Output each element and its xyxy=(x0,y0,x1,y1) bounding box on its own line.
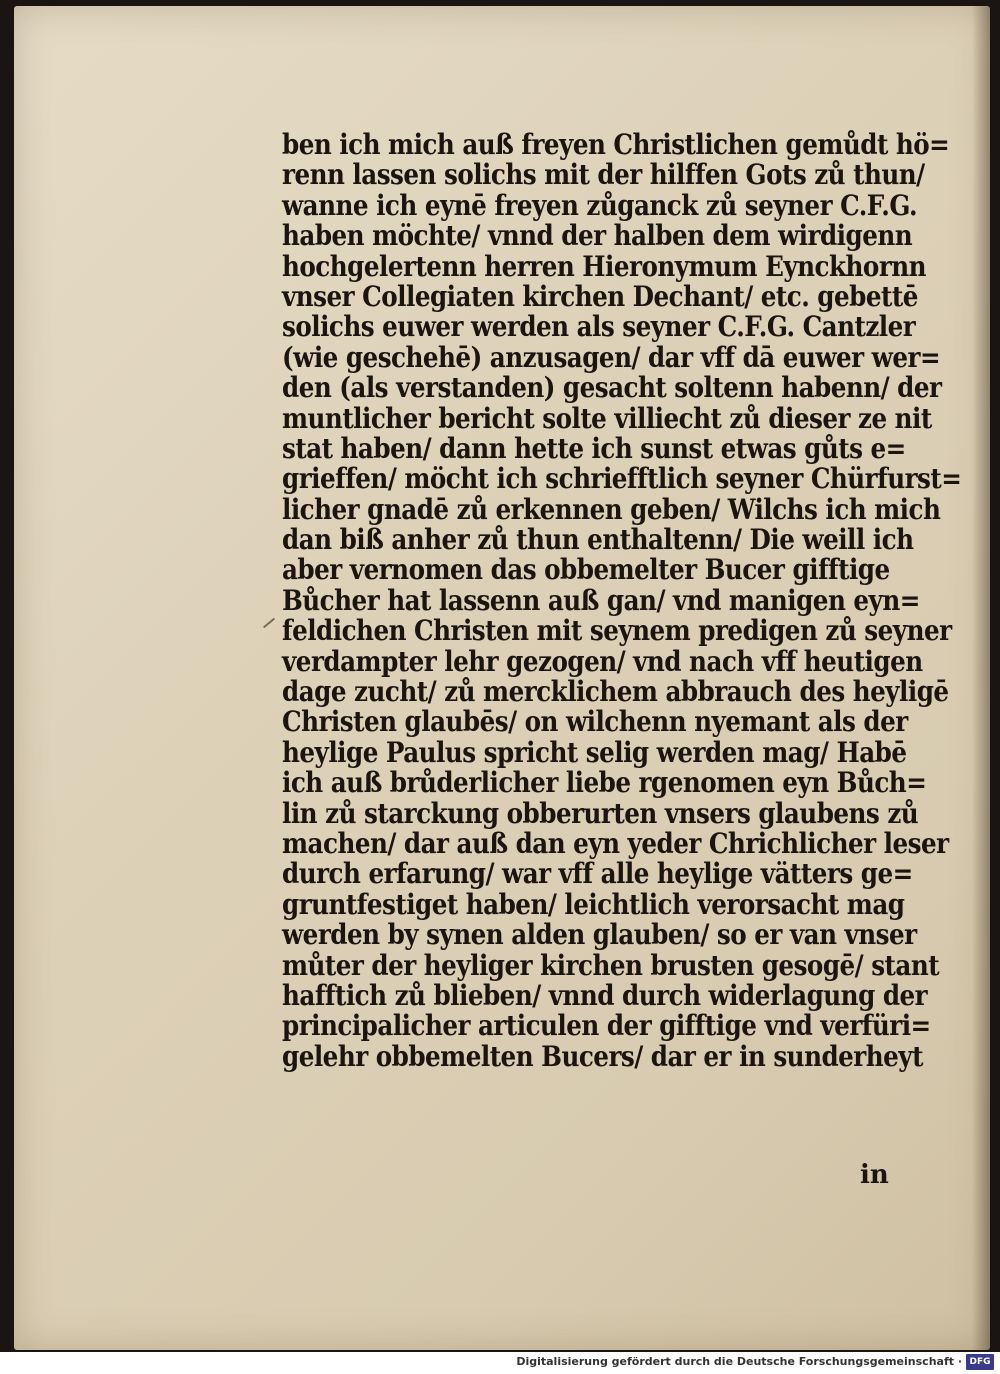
text-line: grieffen/ möcht ich schriefftlich seyner Chürfurst= xyxy=(282,462,962,496)
text-line: vnser Collegiaten kirchen Dechant/ etc. gebettē xyxy=(282,279,918,313)
text-line: principalicher articulen der gifftige vnd verfüri= xyxy=(282,1009,931,1043)
text-line: haben möchte/ vnnd der halben dem wirdigenn xyxy=(282,219,913,253)
text-line: dan biß anher zů thun enthaltenn/ Die weill ich xyxy=(282,523,914,557)
dfg-logo-icon: DFG xyxy=(966,1354,994,1370)
text-line: stat haben/ dann hette ich sunst etwas gůts e= xyxy=(282,431,906,465)
text-line: aber vernomen das obbemelter Bucer gifftige xyxy=(282,553,890,587)
text-line: solichs euwer werden als seyner C.F.G. Cantzler xyxy=(282,310,916,344)
text-line: hochgelertenn herren Hieronymum Eynckhornn xyxy=(282,249,927,283)
text-line: Christen glaubēs/ on wilchenn nyemant als der xyxy=(282,705,908,739)
catchword: in xyxy=(860,1160,889,1190)
text-line: (wie geschehē) anzusagen/ dar vff dā euwer wer= xyxy=(282,340,941,374)
text-line: den (als verstanden) gesacht soltenn habenn/ der xyxy=(282,371,942,405)
text-line: renn lassen solichs mit der hilffen Gots zů thun/ xyxy=(282,158,925,192)
text-line: verdampter lehr gezogen/ vnd nach vff heutigen xyxy=(282,644,923,678)
footer-credit: Digitalisierung gefördert durch die Deutsche Forschungsgemeinschaft · xyxy=(516,1355,962,1368)
text-line: durch erfarung/ war vff alle heylige vätters ge= xyxy=(282,857,913,891)
text-line: ben ich mich auß freyen Christlichen gemůdt hö= xyxy=(282,128,950,161)
text-line: můter der heyliger kirchen brusten gesogē/ stant xyxy=(282,948,940,982)
text-line: wanne ich eynē freyen zůganck zů seyner C.F.G. xyxy=(282,188,918,222)
footer-bar xyxy=(0,1352,1000,1374)
text-line: feldichen Christen mit seynem predigen zů seyner xyxy=(282,614,952,648)
text-line: licher gnadē zů erkennen geben/ Wilchs ich mich xyxy=(282,492,941,526)
text-line: machen/ dar auß dan eyn yeder Chrichlicher leser xyxy=(282,826,949,860)
text-line: gelehr obbemelten Bucers/ dar er in sunderheyt xyxy=(282,1039,923,1073)
page-text-block xyxy=(282,128,962,1073)
text-line: dage zucht/ zů mercklichem abbrauch des heyligē xyxy=(282,675,949,709)
text-line: muntlicher bericht solte villiecht zů dieser ze nit xyxy=(282,401,932,435)
page-edge-shadow xyxy=(972,6,990,1350)
text-line: lin zů starckung obberurten vnsers glaubens zů xyxy=(282,796,919,830)
text-line: werden by synen alden glauben/ so er van vnser xyxy=(282,918,917,952)
text-line: Bůcher hat lassenn auß gan/ vnd manigen eyn= xyxy=(282,583,920,617)
text-line: gruntfestiget haben/ leichtlich verorsacht mag xyxy=(282,887,905,921)
text-line: heylige Paulus spricht selig werden mag/ Habē xyxy=(282,735,907,769)
text-line: ich auß brůderlicher liebe rgenomen eyn Bůch= xyxy=(282,766,927,800)
text-line: hafftich zů blieben/ vnnd durch widerlagung der xyxy=(282,978,928,1012)
